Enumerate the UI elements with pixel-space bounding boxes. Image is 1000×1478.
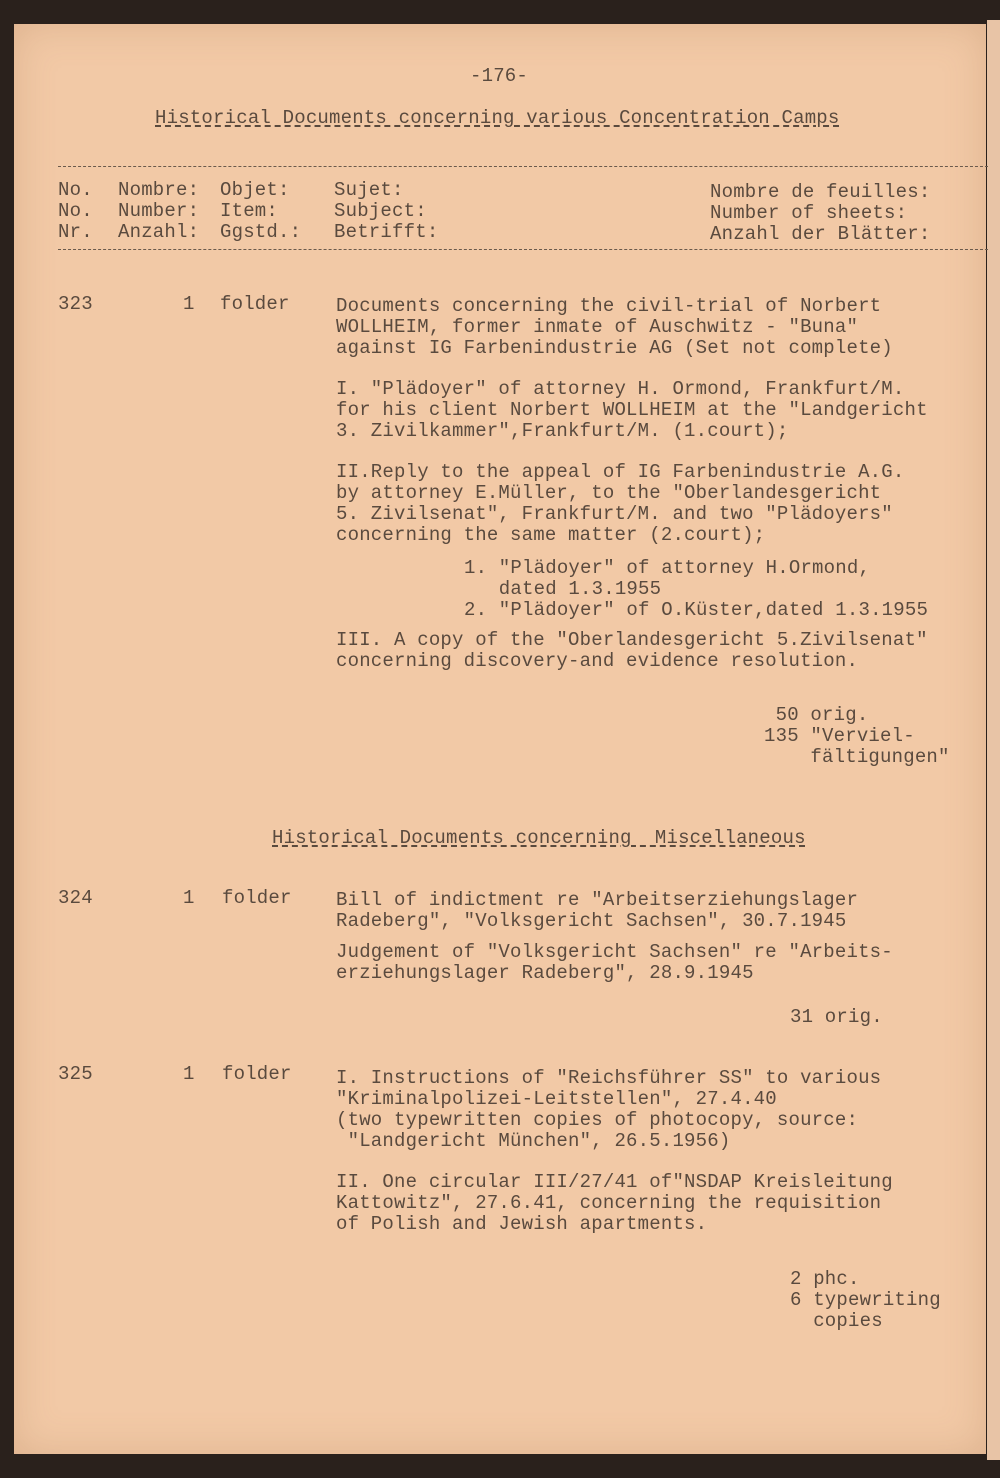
entry-number: 323 [58, 293, 93, 315]
adjacent-page-edge [987, 20, 1000, 1460]
header-sheets-de: Anzahl der Blätter: [710, 223, 931, 245]
desc-line: concerning discovery-and evidence resolution. [336, 650, 859, 672]
sub-item-line: 1. "Plädoyer" of attorney H.Ormond, [464, 557, 871, 579]
desc-line: Radeberg", "Volksgericht Sachsen", 30.7.1945 [336, 910, 847, 932]
desc-line: of Polish and Jewish apartments. [336, 1213, 708, 1235]
entry-count: 1 [183, 1063, 195, 1085]
desc-line: erziehungslager Radeberg", 28.9.1945 [336, 962, 754, 984]
entry-item: folder [222, 1063, 292, 1085]
sub-item-line: dated 1.3.1955 [464, 578, 662, 600]
desc-line: 5. Zivilsenat", Frankfurt/M. and two "Plädoyers" [336, 503, 893, 525]
header-item-en: Item: [220, 200, 279, 222]
desc-line: I. Instructions of "Reichsführer SS" to various [336, 1067, 882, 1089]
header-count-en: Number: [118, 200, 200, 222]
sheets-line: 6 typewriting [790, 1289, 941, 1311]
desc-line: Kattowitz", 27.6.41, concerning the requisition [336, 1192, 882, 1214]
header-subject-de: Betrifft: [334, 221, 439, 243]
desc-line: I. "Plädoyer" of attorney H. Ormond, Frankfurt/M. [336, 378, 905, 400]
header-no-de: Nr. [58, 221, 93, 243]
entry-item: folder [220, 293, 290, 315]
page-number: -176- [470, 65, 529, 87]
sheets-line: 31 orig. [790, 1006, 883, 1028]
header-item-de: Ggstd.: [220, 221, 302, 243]
header-no-en: No. [58, 200, 93, 222]
desc-line: against IG Farbenindustrie AG (Set not complete) [336, 337, 893, 359]
entry-number: 324 [58, 887, 93, 909]
section-title: Historical Documents concerning Miscellaneous [272, 827, 806, 849]
desc-line: "Landgericht München", 26.5.1956) [336, 1130, 731, 1152]
header-subject-en: Subject: [334, 200, 427, 222]
header-bottom-rule [58, 249, 988, 250]
desc-line: "Kriminalpolizei-Leitstellen", 27.4.40 [336, 1088, 777, 1110]
header-count-de: Anzahl: [118, 221, 200, 243]
sheets-line: 135 "Verviel- [764, 725, 915, 747]
desc-line: (two typewritten copies of photocopy, source: [336, 1109, 859, 1131]
entry-number: 325 [58, 1063, 93, 1085]
page-title: Historical Documents concerning various Concentration Camps [155, 107, 840, 129]
desc-line: II.Reply to the appeal of IG Farbenindustrie A.G. [336, 461, 905, 483]
desc-line: for his client Norbert WOLLHEIM at the "Landgericht [336, 399, 928, 421]
desc-line: Judgement of "Volksgericht Sachsen" re "Arbeits- [336, 941, 893, 963]
sheets-line: 2 phc. [790, 1268, 860, 1290]
header-count-fr: Nombre: [118, 179, 200, 201]
sheets-line: copies [790, 1310, 883, 1332]
header-item-fr: Objet: [220, 179, 290, 201]
desc-line: WOLLHEIM, former inmate of Auschwitz - "Buna" [336, 316, 859, 338]
desc-line: Documents concerning the civil-trial of Norbert [336, 295, 882, 317]
desc-line: II. One circular III/27/41 of"NSDAP Kreisleitung [336, 1171, 893, 1193]
header-no-fr: No. [58, 179, 93, 201]
sub-item-line: 2. "Plädoyer" of O.Küster,dated 1.3.1955 [464, 599, 929, 621]
entry-item: folder [222, 887, 292, 909]
desc-line: III. A copy of the "Oberlandesgericht 5.Zivilsenat" [336, 629, 928, 651]
desc-line: concerning the same matter (2.court); [336, 524, 766, 546]
header-subject-fr: Sujet: [334, 179, 404, 201]
desc-line: Bill of indictment re "Arbeitserziehungslager [336, 889, 859, 911]
entry-count: 1 [183, 293, 195, 315]
header-top-rule [58, 166, 988, 167]
sheets-line: 50 orig. [764, 704, 869, 726]
sheets-line: fältigungen" [764, 746, 950, 768]
header-sheets-en: Number of sheets: [710, 202, 908, 224]
desc-line: 3. Zivilkammer",Frankfurt/M. (1.court); [336, 420, 789, 442]
entry-count: 1 [183, 887, 195, 909]
header-sheets-fr: Nombre de feuilles: [710, 181, 931, 203]
desc-line: by attorney E.Müller, to the "Oberlandesgericht [336, 482, 882, 504]
